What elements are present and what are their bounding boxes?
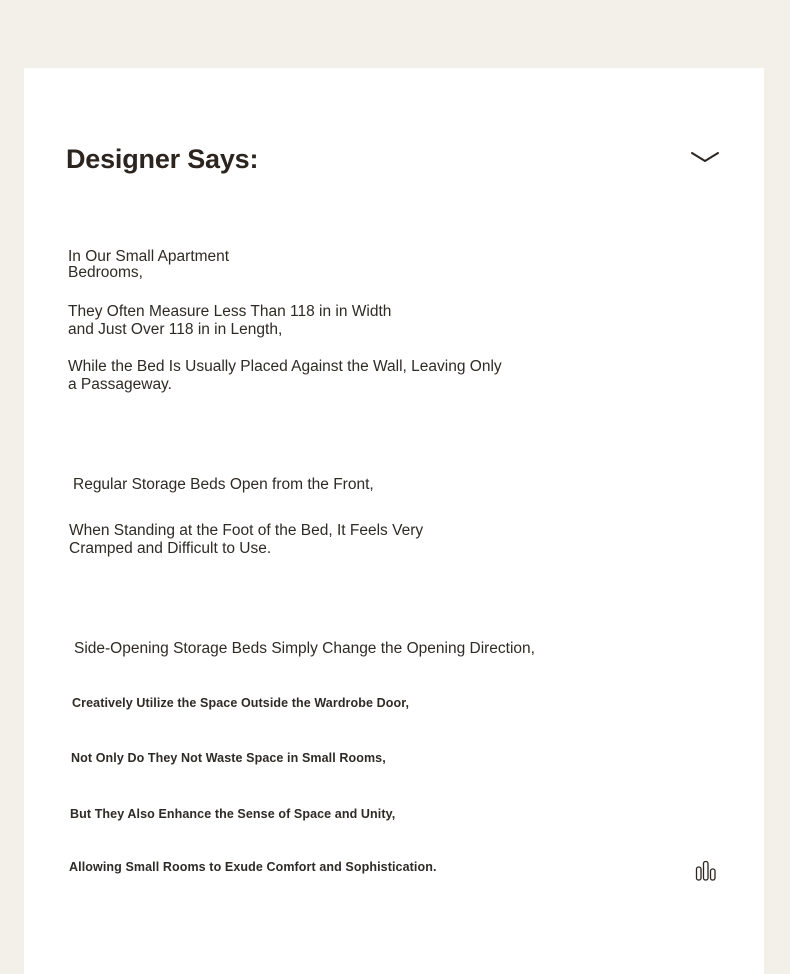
text-no-waste: Not Only Do They Not Waste Space in Small Rooms,: [71, 751, 386, 765]
text-line: Side-Opening Storage Beds Simply Change the Opening Direction,: [74, 640, 535, 657]
text-line: Regular Storage Beds Open from the Front,: [73, 476, 374, 493]
text-line: In Our Small Apartment: [68, 248, 230, 265]
text-line: They Often Measure Less Than 118 in in Width: [68, 303, 392, 320]
paragraph-foot-of-bed: [69, 522, 423, 558]
text-line: Bedrooms,: [68, 264, 143, 281]
section-title: Designer Says:: [66, 144, 259, 174]
chevron-down-icon[interactable]: [690, 150, 720, 166]
paragraph-apartment-bedrooms: [68, 249, 229, 281]
bar-chart-icon[interactable]: [694, 860, 718, 882]
text-line: When Standing at the Foot of the Bed, It Feels Very: [69, 522, 424, 539]
text-sense-of-space: But They Also Enhance the Sense of Space and Unity,: [70, 807, 396, 821]
text-line: a Passageway.: [68, 376, 172, 393]
designer-says-card: [24, 68, 764, 974]
paragraph-bed-placement: [68, 358, 502, 394]
text-line: Cramped and Difficult to Use.: [69, 540, 272, 557]
paragraph-side-opening: [74, 640, 535, 658]
paragraph-regular-storage: [73, 476, 374, 494]
paragraph-room-dimensions: [68, 303, 391, 339]
text-line: and Just Over 118 in in Length,: [68, 321, 283, 338]
text-wardrobe-door: Creatively Utilize the Space Outside the Wardrobe Door,: [72, 696, 410, 710]
text-line: While the Bed Is Usually Placed Against the Wall, Leaving Only: [68, 358, 502, 375]
text-comfort: Allowing Small Rooms to Exude Comfort and Sophistication.: [69, 860, 437, 874]
